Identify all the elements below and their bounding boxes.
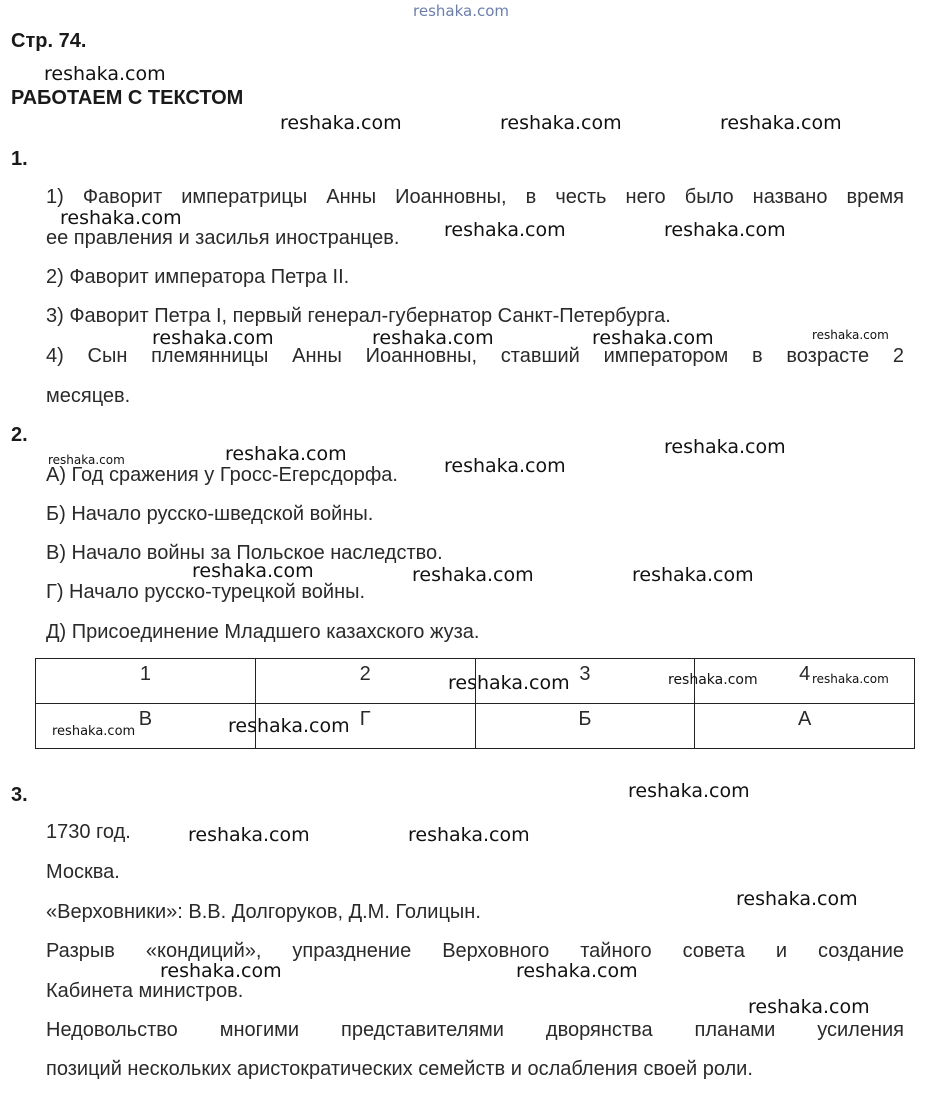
site-watermark: reshaka.com [748,996,870,1018]
task2-item-v: В) Начало войны за Польское наследство. [46,542,443,564]
task3-line-1: 1730 год. [46,821,131,843]
site-watermark-small: reshaka.com [52,724,136,739]
task1-number: 1. [11,148,28,170]
site-watermark-small: reshaka.com [668,672,758,688]
site-watermark: reshaka.com [372,327,494,349]
site-watermark-small: reshaka.com [812,672,889,686]
site-watermark-small: reshaka.com [48,453,125,467]
site-watermark: reshaka.com [44,63,166,85]
site-watermark: reshaka.com [632,564,754,586]
table-answer-cell: Б [475,704,695,749]
task1-item-4-cont: месяцев. [46,385,131,407]
table-answer-cell: А [695,704,915,749]
site-watermark: reshaka.com [228,715,350,737]
task3-line-6: Недовольство многими представителями дворянства планами усиления [46,1019,904,1041]
site-watermark: reshaka.com [592,327,714,349]
table-header-cell: 1 [36,659,256,704]
site-watermark: reshaka.com [188,824,310,846]
task3-line-4: Разрыв «кондиций», упразднение Верховного тайного совета и создание [46,940,904,962]
site-watermark: reshaka.com [412,564,534,586]
table-header-cell: 4 [695,659,915,704]
table-header-cell: 3 [475,659,695,704]
page-label: Стр. 74. [11,30,87,52]
task1-item-1: 1) Фаворит императрицы Анны Иоанновны, в честь него было названо время [46,186,904,208]
task3-line-5: Кабинета министров. [46,980,244,1002]
site-watermark: reshaka.com [448,672,570,694]
task3-line-7: позиций нескольких аристократических семейств и ослабления своей роли. [46,1058,753,1080]
site-watermark: reshaka.com [160,960,282,982]
section-title: РАБОТАЕМ С ТЕКСТОМ [11,87,244,109]
site-watermark: reshaka.com [720,112,842,134]
site-watermark: reshaka.com [516,960,638,982]
task3-number: 3. [11,784,28,806]
site-watermark-top: reshaka.com [413,2,509,20]
table-answer-cell: Г [255,704,475,749]
site-watermark: reshaka.com [500,112,622,134]
task1-item-3: 3) Фаворит Петра I, первый генерал-губернатор Санкт-Петербурга. [46,305,671,327]
site-watermark: reshaka.com [152,327,274,349]
site-watermark: reshaka.com [664,436,786,458]
site-watermark: reshaka.com [192,560,314,582]
site-watermark: reshaka.com [444,219,566,241]
task1-item-2: 2) Фаворит императора Петра II. [46,266,350,288]
task3-line-3: «Верховники»: В.В. Долгоруков, Д.М. Голицын. [46,901,481,923]
task2-number: 2. [11,424,28,446]
site-watermark: reshaka.com [664,219,786,241]
site-watermark: reshaka.com [60,207,182,229]
task3-line-2: Москва. [46,861,120,883]
site-watermark: reshaka.com [736,888,858,910]
site-watermark: reshaka.com [444,455,566,477]
task2-item-b: Б) Начало русско-шведской войны. [46,503,374,525]
task2-item-a: А) Год сражения у Гросс-Егерсдорфа. [46,464,398,486]
site-watermark: reshaka.com [280,112,402,134]
site-watermark: reshaka.com [628,780,750,802]
site-watermark: reshaka.com [408,824,530,846]
task2-item-d: Д) Присоединение Младшего казахского жуза. [46,621,480,643]
task1-item-4: 4) Сын племянницы Анны Иоанновны, ставший императором в возрасте 2 [46,345,904,367]
table-header-cell: 2 [255,659,475,704]
table-answer-cell: В [36,704,256,749]
answer-table-answer-row [36,704,915,749]
site-watermark: reshaka.com [225,443,347,465]
site-watermark-small: reshaka.com [812,328,889,342]
task1-item-1-cont: ее правления и засилья иностранцев. [46,227,400,249]
task2-item-g: Г) Начало русско-турецкой войны. [46,581,366,603]
